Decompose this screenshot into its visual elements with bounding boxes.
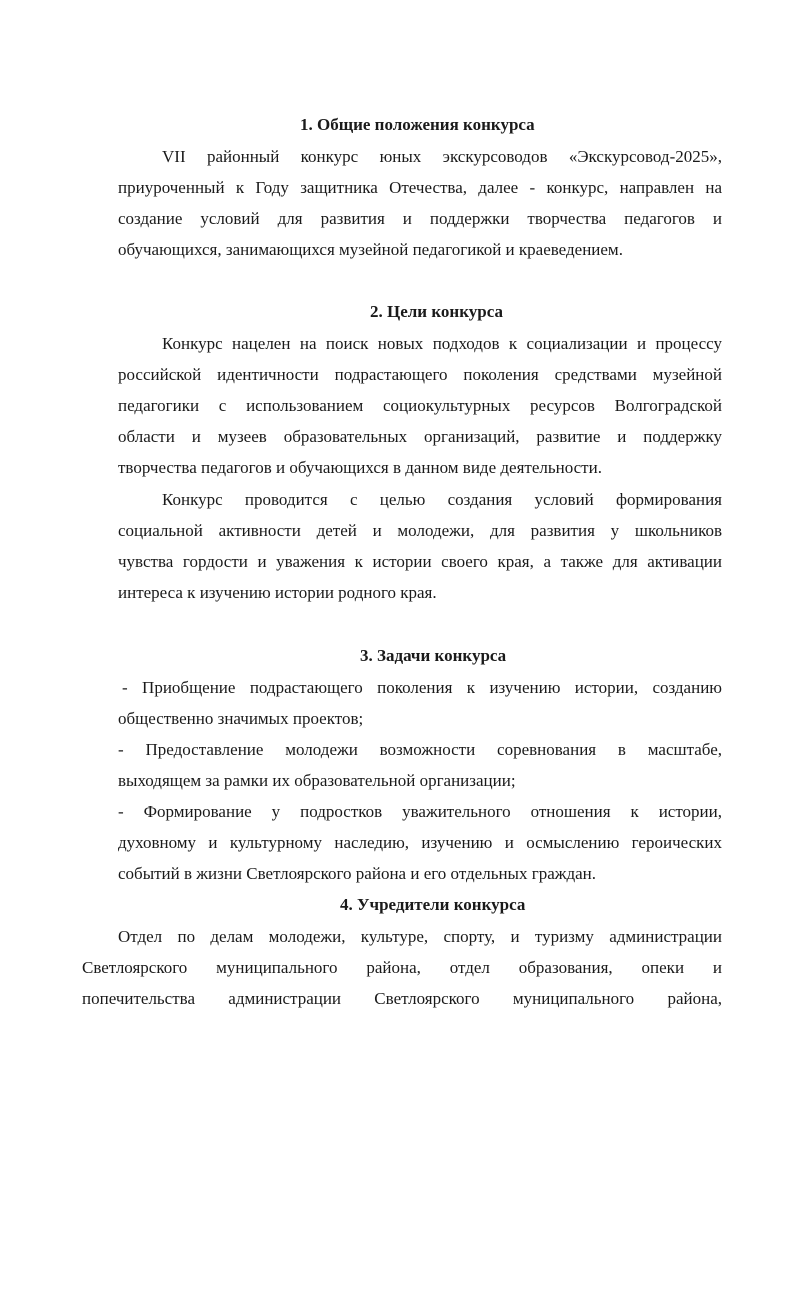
section-4-line-2: Светлоярского муниципального района, отдел образования, опеки и xyxy=(82,958,722,977)
section-1-line-3: создание условий для развития и поддержки творчества педагогов и xyxy=(118,209,722,228)
section-3-line-7: событий в жизни Светлоярского района и его отдельных граждан. xyxy=(118,864,597,883)
section-4-heading: 4. Учредители конкурса xyxy=(340,895,526,914)
section-2-line-4: области и музеев образовательных организаций, развитие и поддержку xyxy=(118,427,722,446)
section-1-line-4: обучающихся, занимающихся музейной педагогикой и краеведением. xyxy=(118,240,623,259)
section-1-line-2: приуроченный к Году защитника Отечества, далее - конкурс, направлен на xyxy=(118,178,722,197)
section-3-heading: 3. Задачи конкурса xyxy=(360,646,507,665)
section-2-line-6: Конкурс проводится с целью создания условий формирования xyxy=(162,490,722,509)
section-3-line-4: выходящем за рамки их образовательной организации; xyxy=(118,771,516,790)
section-3-line-5: - Формирование у подростков уважительного отношения к истории, xyxy=(118,802,722,821)
section-3-line-1: - Приобщение подрастающего поколения к изучению истории, созданию xyxy=(122,678,722,697)
section-1-line-1: VII районный конкурс юных экскурсоводов «Экскурсовод-2025», xyxy=(162,147,722,166)
section-3-line-2: общественно значимых проектов; xyxy=(118,709,364,728)
section-1-heading: 1. Общие положения конкурса xyxy=(300,115,535,134)
section-2-line-7: социальной активности детей и молодежи, для развития у школьников xyxy=(118,521,722,540)
section-3-line-6: духовному и культурному наследию, изучению и осмыслению героических xyxy=(118,833,722,852)
section-2-line-1: Конкурс нацелен на поиск новых подходов к социализации и процессу xyxy=(162,334,722,353)
section-3-line-3: - Предоставление молодежи возможности соревнования в масштабе, xyxy=(118,740,722,759)
section-2-line-5: творчества педагогов и обучающихся в данном виде деятельности. xyxy=(118,458,602,477)
section-2-line-3: педагогики с использованием социокультурных ресурсов Волгоградской xyxy=(118,396,722,415)
section-2-line-8: чувства гордости и уважения к истории своего края, а также для активации xyxy=(118,552,722,571)
section-2-line-2: российской идентичности подрастающего поколения средствами музейной xyxy=(118,365,722,384)
section-2-heading: 2. Цели конкурса xyxy=(370,302,503,321)
section-4-line-1: Отдел по делам молодежи, культуре, спорту, и туризму администрации xyxy=(118,927,722,946)
section-4-line-3: попечительства администрации Светлоярского муниципального района, xyxy=(82,989,722,1008)
section-2-line-9: интереса к изучению истории родного края. xyxy=(118,583,437,602)
